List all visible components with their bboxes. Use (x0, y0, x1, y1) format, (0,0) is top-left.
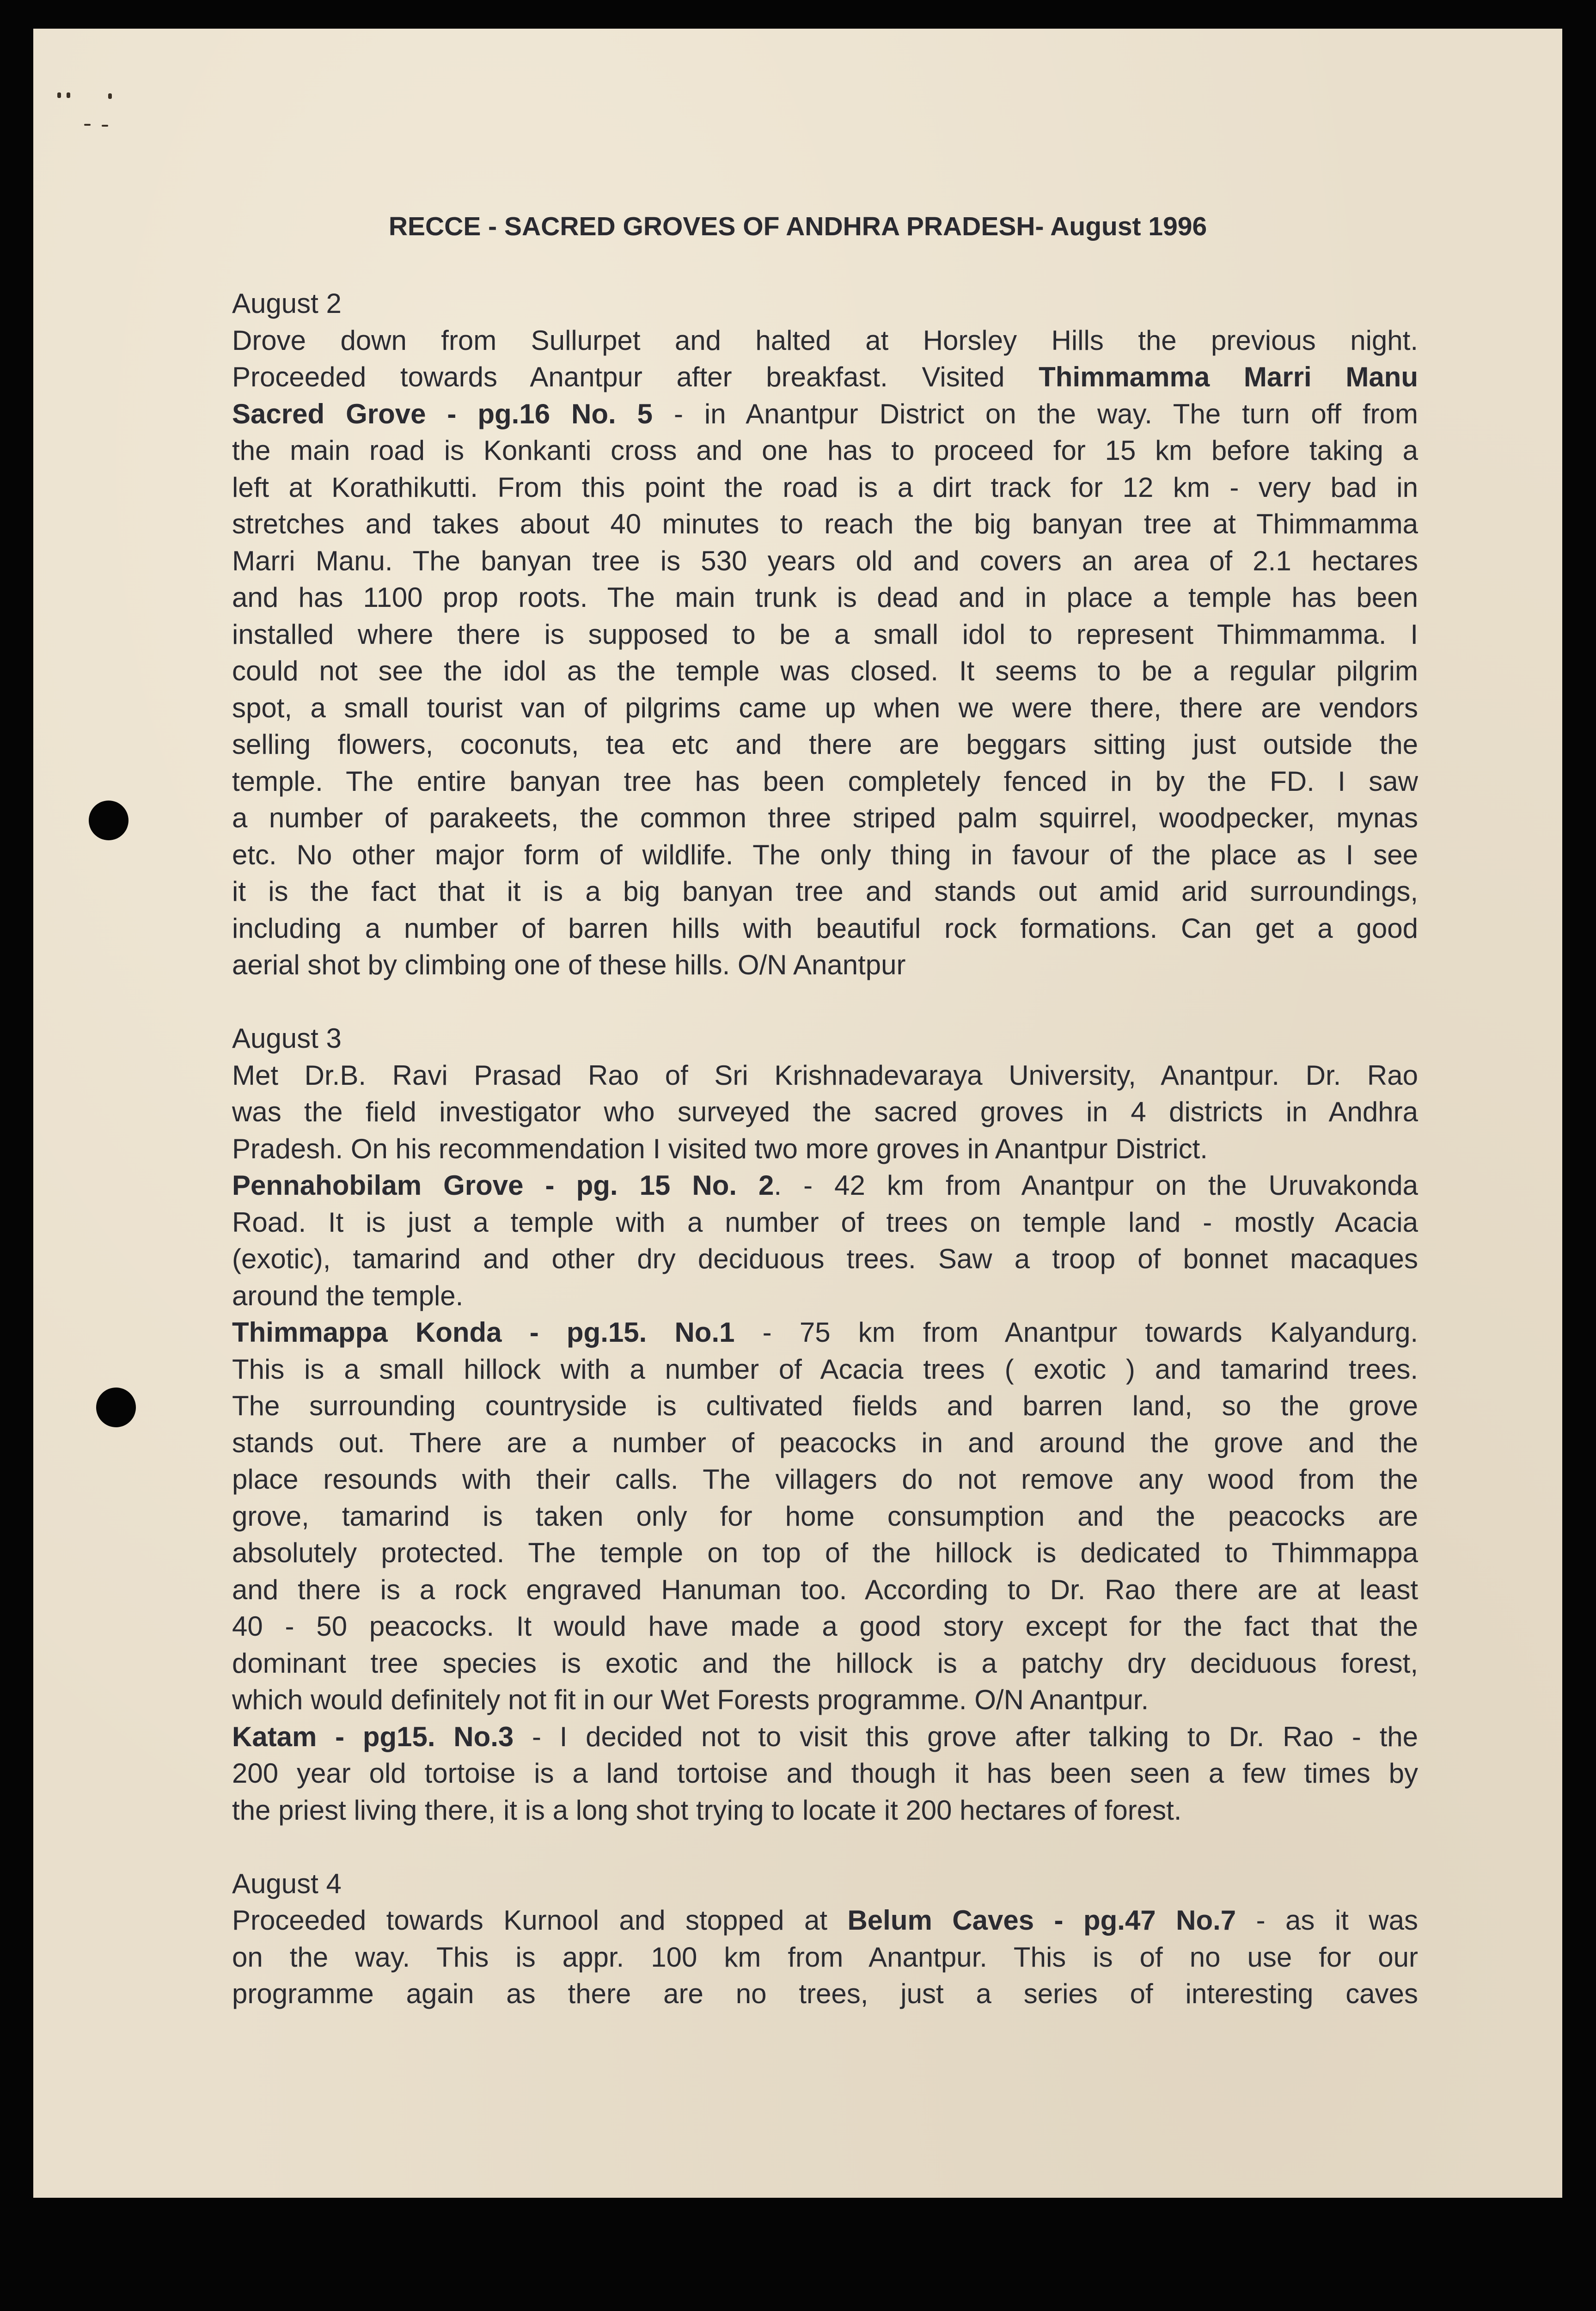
text-run: Proceeded towards Anantpur after breakfast. Visited (232, 361, 1039, 392)
text-line (232, 1314, 1418, 1351)
text-line (232, 1461, 1418, 1498)
text-line (232, 1571, 1418, 1608)
text-run: Drove down from Sullurpet and halted at Horsley Hills the previous night. (232, 324, 1418, 356)
text-run: Pradesh. On his recommendation I visited two more groves in Anantpur District. (232, 1133, 1208, 1164)
text-line (232, 1241, 1418, 1278)
text-run: and has 1100 prop roots. The main trunk is dead and in place a temple has been (232, 582, 1418, 613)
grove-reference: Belum Caves - pg.47 No.7 (847, 1905, 1236, 1936)
text-line (232, 690, 1418, 727)
text-run: left at Korathikutti. From this point the road is a dirt track for 12 km - very bad in (232, 471, 1418, 503)
text-run: around the temple. (232, 1280, 464, 1311)
text-run: 200 year old tortoise is a land tortoise and though it has been seen a few times by (232, 1758, 1418, 1789)
text-run: This is a small hillock with a number of Acacia trees ( exotic ) and tamarind trees. (232, 1353, 1418, 1385)
text-line (232, 616, 1418, 653)
text-run: on the way. This is appr. 100 km from Anantpur. This is of no use for our (232, 1941, 1418, 1973)
document-page (33, 29, 1562, 2198)
text-run: it is the fact that it is a big banyan tree and stands out amid arid surroundings, (232, 876, 1418, 907)
staple-mark (67, 92, 70, 98)
text-line (232, 1975, 1418, 2012)
text-line (232, 1645, 1418, 1682)
grove-reference: Pennahobilam Grove - pg. 15 No. 2 (232, 1170, 774, 1201)
text-line (232, 1388, 1418, 1425)
staple-mark (102, 125, 108, 127)
text-line (232, 1939, 1418, 1976)
text-run: including a number of barren hills with beautiful rock formations. Can get a good (232, 912, 1418, 944)
document-title: RECCE - SACRED GROVES OF ANDHRA PRADESH- August 1996 (388, 212, 1207, 241)
punch-hole (96, 1388, 136, 1427)
text-line (232, 1902, 1418, 1939)
text-run: stretches and takes about 40 minutes to reach the big banyan tree at Thimmamma (232, 508, 1418, 539)
text-run: spot, a small tourist van of pilgrims came up when we were there, there are vendors (232, 692, 1418, 723)
text-run: the main road is Konkanti cross and one has to proceed for 15 km before taking a (232, 435, 1418, 466)
text-run: programme again as there are no trees, just a series of interesting caves (232, 1978, 1418, 2009)
staple-mark (108, 93, 112, 99)
text-run: Road. It is just a temple with a number of trees on temple land - mostly Acacia (232, 1206, 1418, 1238)
staple-mark (57, 92, 61, 98)
document-body (232, 285, 1418, 2012)
text-run: Met Dr.B. Ravi Prasad Rao of Sri Krishnadevaraya University, Anantpur. Dr. Rao (232, 1059, 1418, 1091)
text-run: The surrounding countryside is cultivated fields and barren land, so the grove (232, 1390, 1418, 1421)
text-run: (exotic), tamarind and other dry deciduous trees. Saw a troop of bonnet macaques (232, 1243, 1418, 1274)
text-line (232, 1718, 1418, 1755)
punch-hole (89, 801, 128, 840)
grove-reference: Katam - pg15. No.3 (232, 1721, 514, 1752)
text-line (232, 1131, 1418, 1168)
text-run: etc. No other major form of wildlife. The only thing in favour of the place as I see (232, 839, 1418, 870)
text-run: temple. The entire banyan tree has been completely fenced in by the FD. I saw (232, 765, 1418, 797)
text-line (232, 1425, 1418, 1461)
text-run: - I decided not to visit this grove after talking to Dr. Rao - the (514, 1721, 1418, 1752)
text-line (232, 396, 1418, 433)
entry-date: August 2 (232, 288, 342, 319)
text-run: grove, tamarind is taken only for home consumption and the peacocks are (232, 1500, 1418, 1532)
text-line (232, 1792, 1418, 1829)
text-run: which would definitely not fit in our Wet Forests programme. O/N Anantpur. (232, 1684, 1149, 1715)
text-run: Marri Manu. The banyan tree is 530 years old and covers an area of 2.1 hectares (232, 545, 1418, 576)
text-run: 40 - 50 peacocks. It would have made a good story except for the fact that the (232, 1611, 1418, 1642)
text-line (232, 653, 1418, 690)
entry-date: August 3 (232, 1023, 342, 1054)
text-line (232, 947, 1418, 984)
text-run: absolutely protected. The temple on top of the hillock is dedicated to Thimmappa (232, 1537, 1418, 1568)
text-line (232, 1351, 1418, 1388)
text-line (232, 506, 1418, 543)
text-run: . - 42 km from Anantpur on the Uruvakonda (774, 1170, 1418, 1201)
text-line (232, 1278, 1418, 1314)
text-run: a number of parakeets, the common three striped palm squirrel, woodpecker, mynas (232, 802, 1418, 833)
text-run: was the field investigator who surveyed the sacred groves in 4 districts in Andhra (232, 1096, 1418, 1127)
text-run: dominant tree species is exotic and the hillock is a patchy dry deciduous forest, (232, 1647, 1418, 1679)
text-run: stands out. There are a number of peacocks in and around the grove and the (232, 1427, 1418, 1458)
text-line (232, 359, 1418, 396)
text-run: Proceeded towards Kurnool and stopped at (232, 1905, 848, 1936)
text-run: place resounds with their calls. The villagers do not remove any wood from the (232, 1464, 1418, 1495)
text-line (232, 910, 1418, 947)
grove-reference: Thimmamma Marri Manu (1039, 361, 1418, 392)
text-line (232, 726, 1418, 763)
text-line (232, 873, 1418, 910)
text-line (232, 1681, 1418, 1718)
text-line (232, 1535, 1418, 1571)
text-line (232, 322, 1418, 359)
paragraph-gap (232, 984, 1418, 1021)
text-line (232, 1608, 1418, 1645)
text-line (232, 1204, 1418, 1241)
text-run: - in Anantpur District on the way. The turn off from (653, 398, 1419, 429)
text-line (232, 543, 1418, 580)
text-run: aerial shot by climbing one of these hills. O/N Anantpur (232, 949, 906, 980)
staple-mark (84, 124, 91, 126)
text-line (232, 469, 1418, 506)
text-line (232, 1498, 1418, 1535)
grove-reference: Thimmappa Konda - pg.15. No.1 (232, 1317, 735, 1348)
text-run: and there is a rock engraved Hanuman too. According to Dr. Rao there are at least (232, 1574, 1418, 1605)
text-line (232, 432, 1418, 469)
text-run: - 75 km from Anantpur towards Kalyandurg. (734, 1317, 1418, 1348)
text-run: could not see the idol as the temple was closed. It seems to be a regular pilgrim (232, 655, 1418, 686)
text-run: - as it was (1236, 1905, 1418, 1936)
text-run: selling flowers, coconuts, tea etc and there are beggars sitting just outside the (232, 729, 1418, 760)
text-line (232, 800, 1418, 837)
text-line (232, 837, 1418, 874)
text-line (232, 1057, 1418, 1094)
text-line (232, 1167, 1418, 1204)
text-line (232, 763, 1418, 800)
text-run: the priest living there, it is a long shot trying to locate it 200 hectares of forest. (232, 1794, 1182, 1826)
text-line (232, 1755, 1418, 1792)
paragraph-gap (232, 1828, 1418, 1865)
grove-reference: Sacred Grove - pg.16 No. 5 (232, 398, 653, 429)
text-line (232, 579, 1418, 616)
entry-date: August 4 (232, 1868, 342, 1899)
text-line (232, 1094, 1418, 1131)
text-run: installed where there is supposed to be a small idol to represent Thimmamma. I (232, 618, 1418, 650)
